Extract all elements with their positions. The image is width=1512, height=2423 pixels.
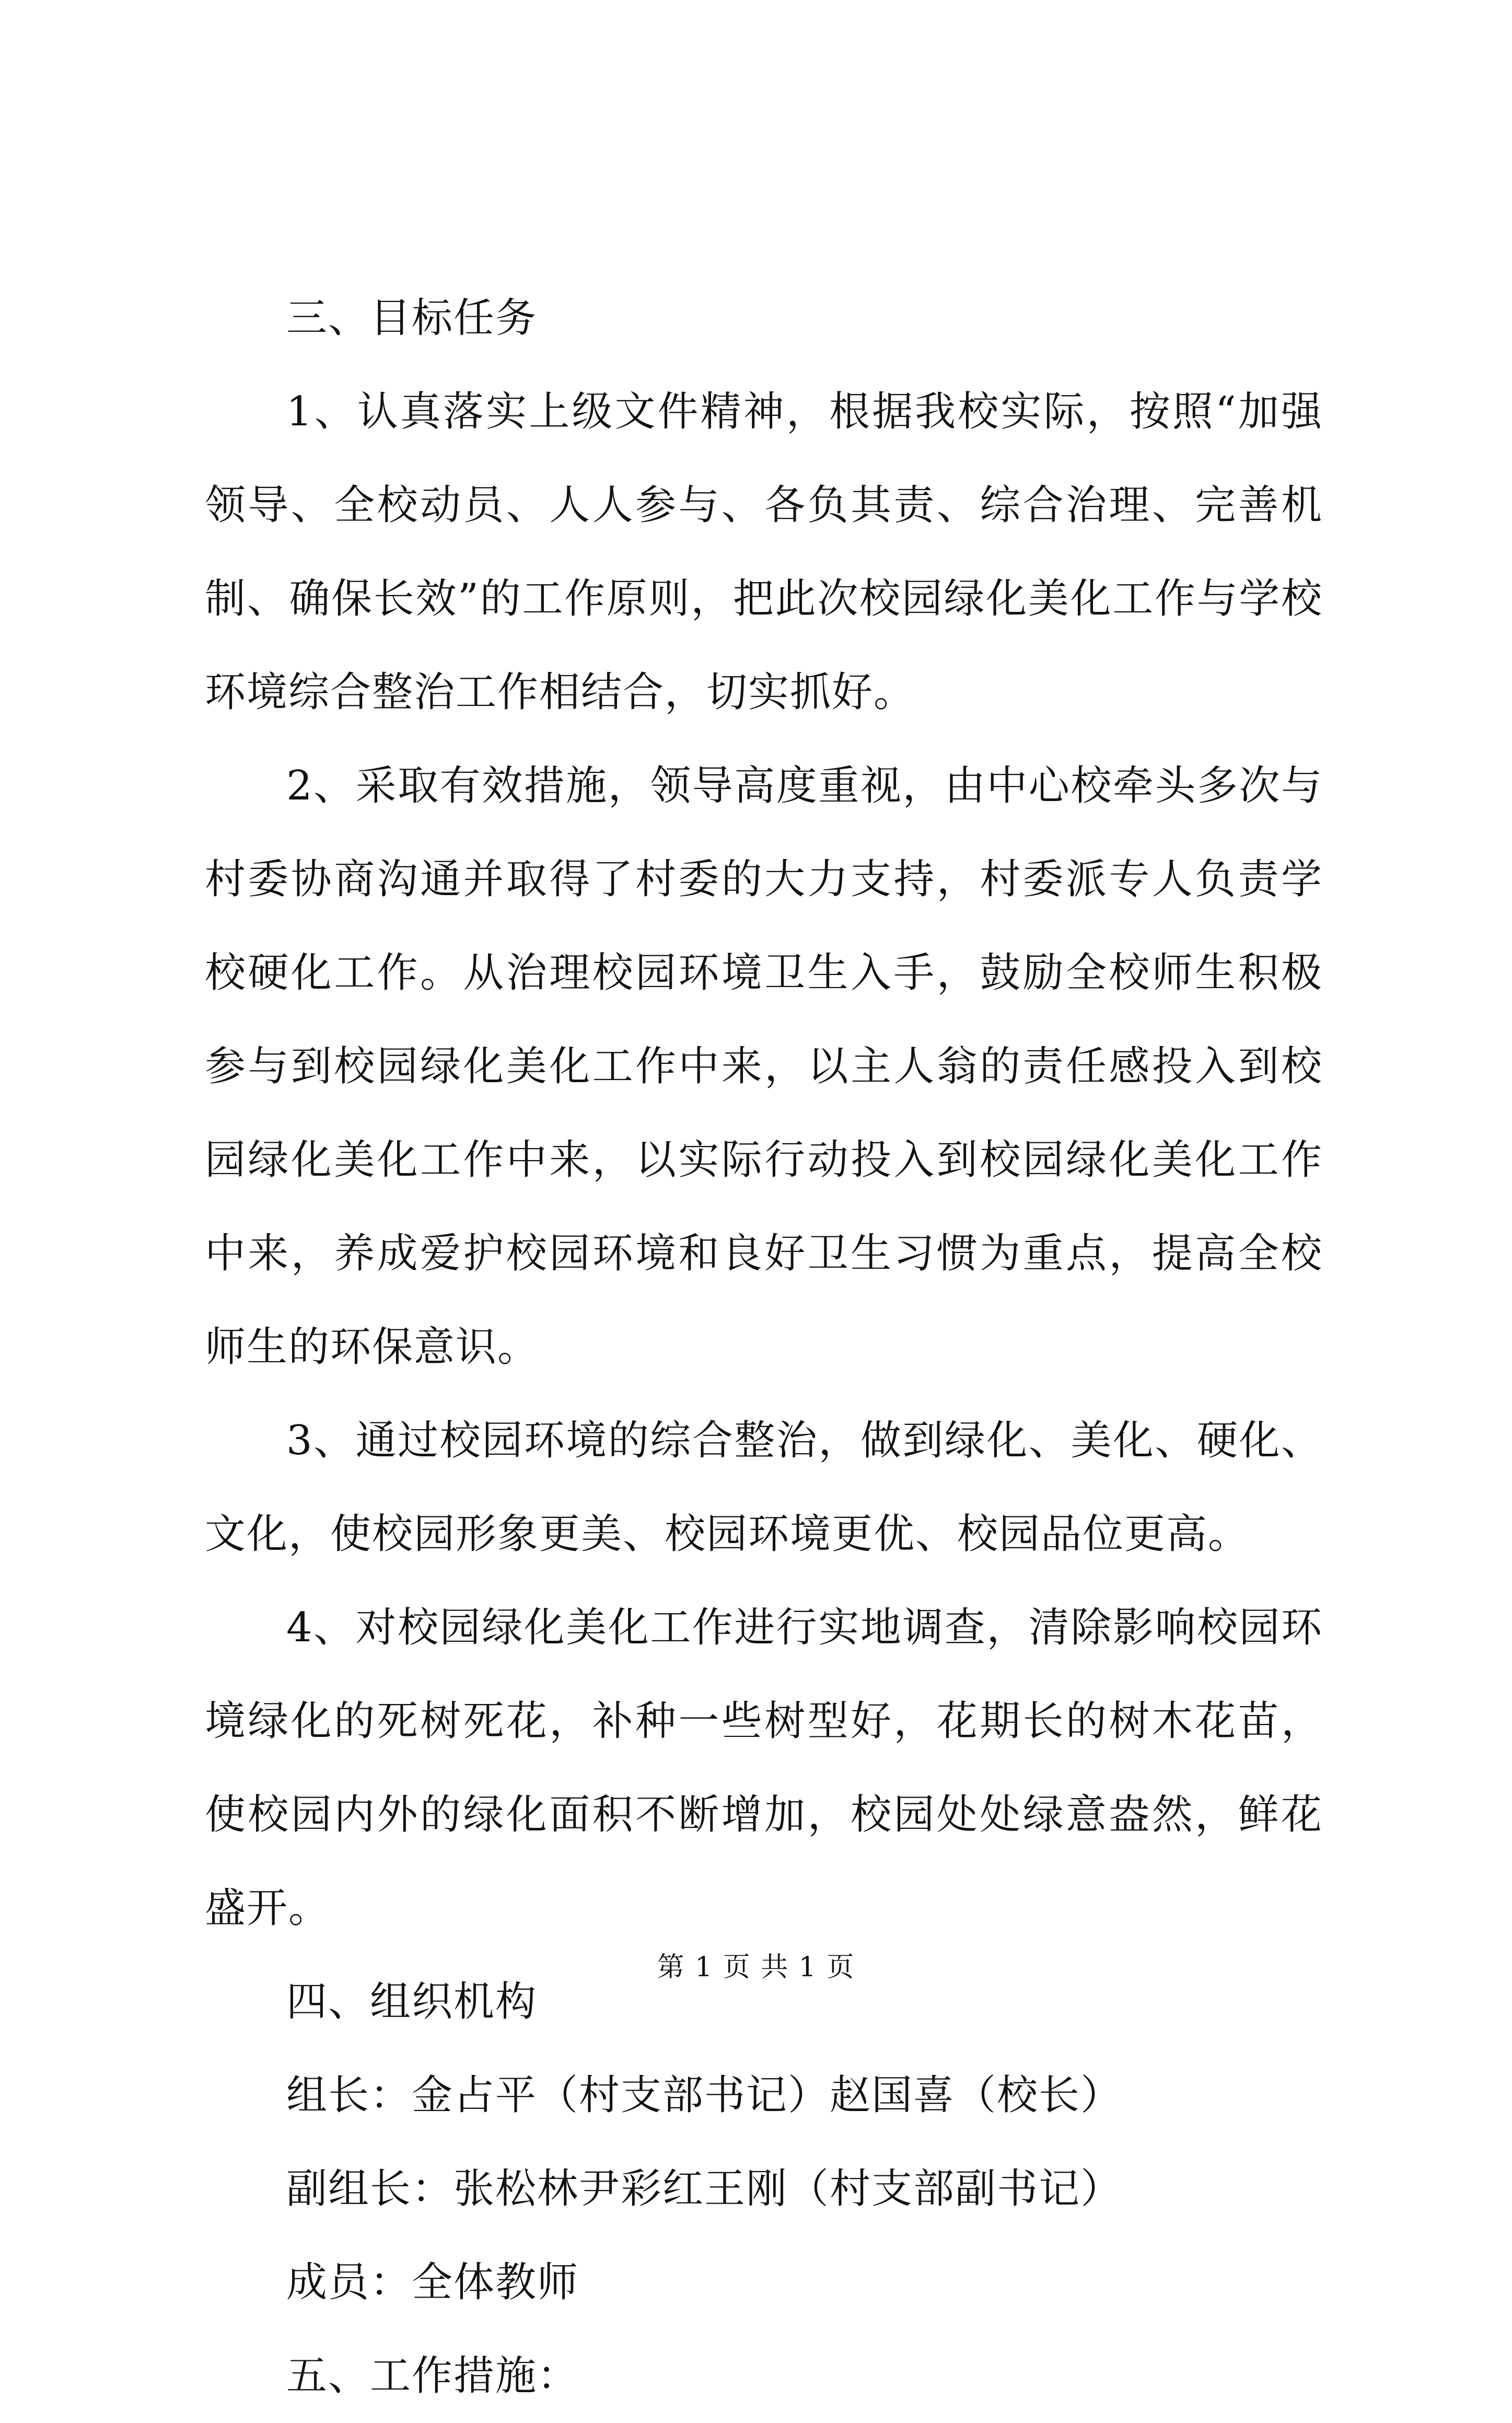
paragraph-item-3: 3、通过校园环境的综合整治，做到绿化、美化、硬化、文化，使校园形象更美、校园环境更优、校园品位更高。 (205, 1417, 1323, 1558)
section-heading-goals: 三、目标任务 (286, 295, 538, 342)
document-body (205, 272, 1323, 2423)
org-leader-line: 组长：金占平（村支部书记）赵国喜（校长） (286, 2072, 1123, 2119)
section-heading-measures: 五、工作措施： (286, 2352, 579, 2399)
section-heading-organization: 四、组织机构 (286, 1978, 538, 2025)
paragraph-item-4: 4、对校园绿化美化工作进行实地调查，清除影响校园环境绿化的死树死花，补种一些树型好，花期长的树木花苗，使校园内外的绿化面积不断增加，校园处处绿意盎然，鲜花盛开。 (205, 1604, 1323, 1932)
org-deputy-leader-line: 副组长：张松林尹彩红王刚（村支部副书记） (286, 2165, 1123, 2212)
paragraph-item-1: 1、认真落实上级文件精神，根据我校实际，按照“加强领导、全校动员、人人参与、各负其责、综合治理、完善机制、确保长效”的工作原则，把此次校园绿化美化工作与学校环境综合整治工作相结合，切实抓好。 (205, 388, 1323, 716)
org-members-line: 成员：全体教师 (286, 2259, 579, 2306)
paragraph-item-2: 2、采取有效措施，领导高度重视，由中心校牵头多次与村委协商沟通并取得了村委的大力支持，村委派专人负责学校硬化工作。从治理校园环境卫生入手，鼓励全校师生积极参与到校园绿化美化工作中来，以主人翁的责任感投入到校园绿化美化工作中来，以实际行动投入到校园绿化美化工作中来，养成爱护校园环境和良好卫生习惯为重点，提高全校师生的环保意识。 (205, 762, 1323, 1371)
page-footer: 第 1 页 共 1 页 (657, 1952, 855, 1983)
